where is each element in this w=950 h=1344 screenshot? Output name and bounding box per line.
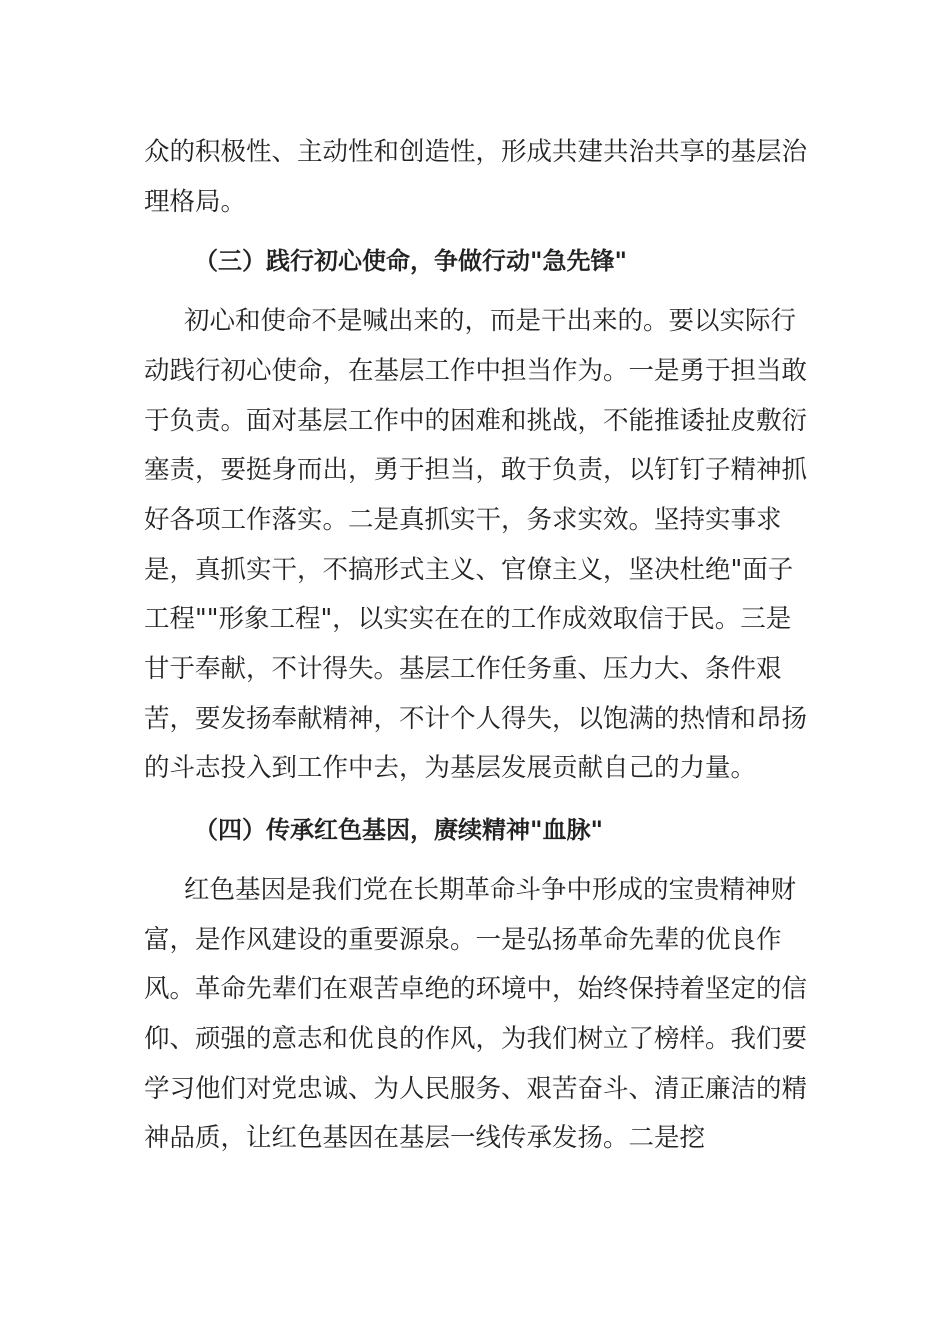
document-body bbox=[144, 128, 809, 1164]
section-heading-3: （三）践行初心使命，争做行动"急先锋" bbox=[194, 247, 628, 276]
section-heading-4: （四）传承红色基因，赓续精神"血脉" bbox=[194, 816, 604, 845]
paragraph-section-3: 初心和使命不是喊出来的，而是干出来的。要以实际行动践行初心使命，在基层工作中担当作为。一是勇于担当敢于负责。面对基层工作中的困难和挑战，不能推诿扯皮敷衍塞责，要挺身而出，勇于担当，敢于负责，以钉钉子精神抓好各项工作落实。二是真抓实干，务求实效。坚持实事求是，真抓实干，不搞形式主义、官僚主义，坚决杜绝"面子工程""形象工程"，以实实在在的工作成效取信于民。三是甘于奉献，不计得失。基层工作任务重、压力大、条件艰苦，要发扬奉献精神，不计个人得失，以饱满的热情和昂扬的斗志投入到工作中去，为基层发展贡献自己的力量。 bbox=[144, 306, 808, 784]
paragraph-continuation: 众的积极性、主动性和创造性，形成共建共治共享的基层治理格局。 bbox=[144, 137, 808, 217]
paragraph-section-4: 红色基因是我们党在长期革命斗争中形成的宝贵精神财富，是作风建设的重要源泉。一是弘扬革命先辈的优良作风。革命先辈们在艰苦卓绝的环境中，始终保持着坚定的信仰、顽强的意志和优良的作风，为我们树立了榜样。我们要学习他们对党忠诚、为人民服务、艰苦奋斗、清正廉洁的精神品质，让红色基因在基层一线传承发扬。二是挖 bbox=[144, 874, 808, 1154]
